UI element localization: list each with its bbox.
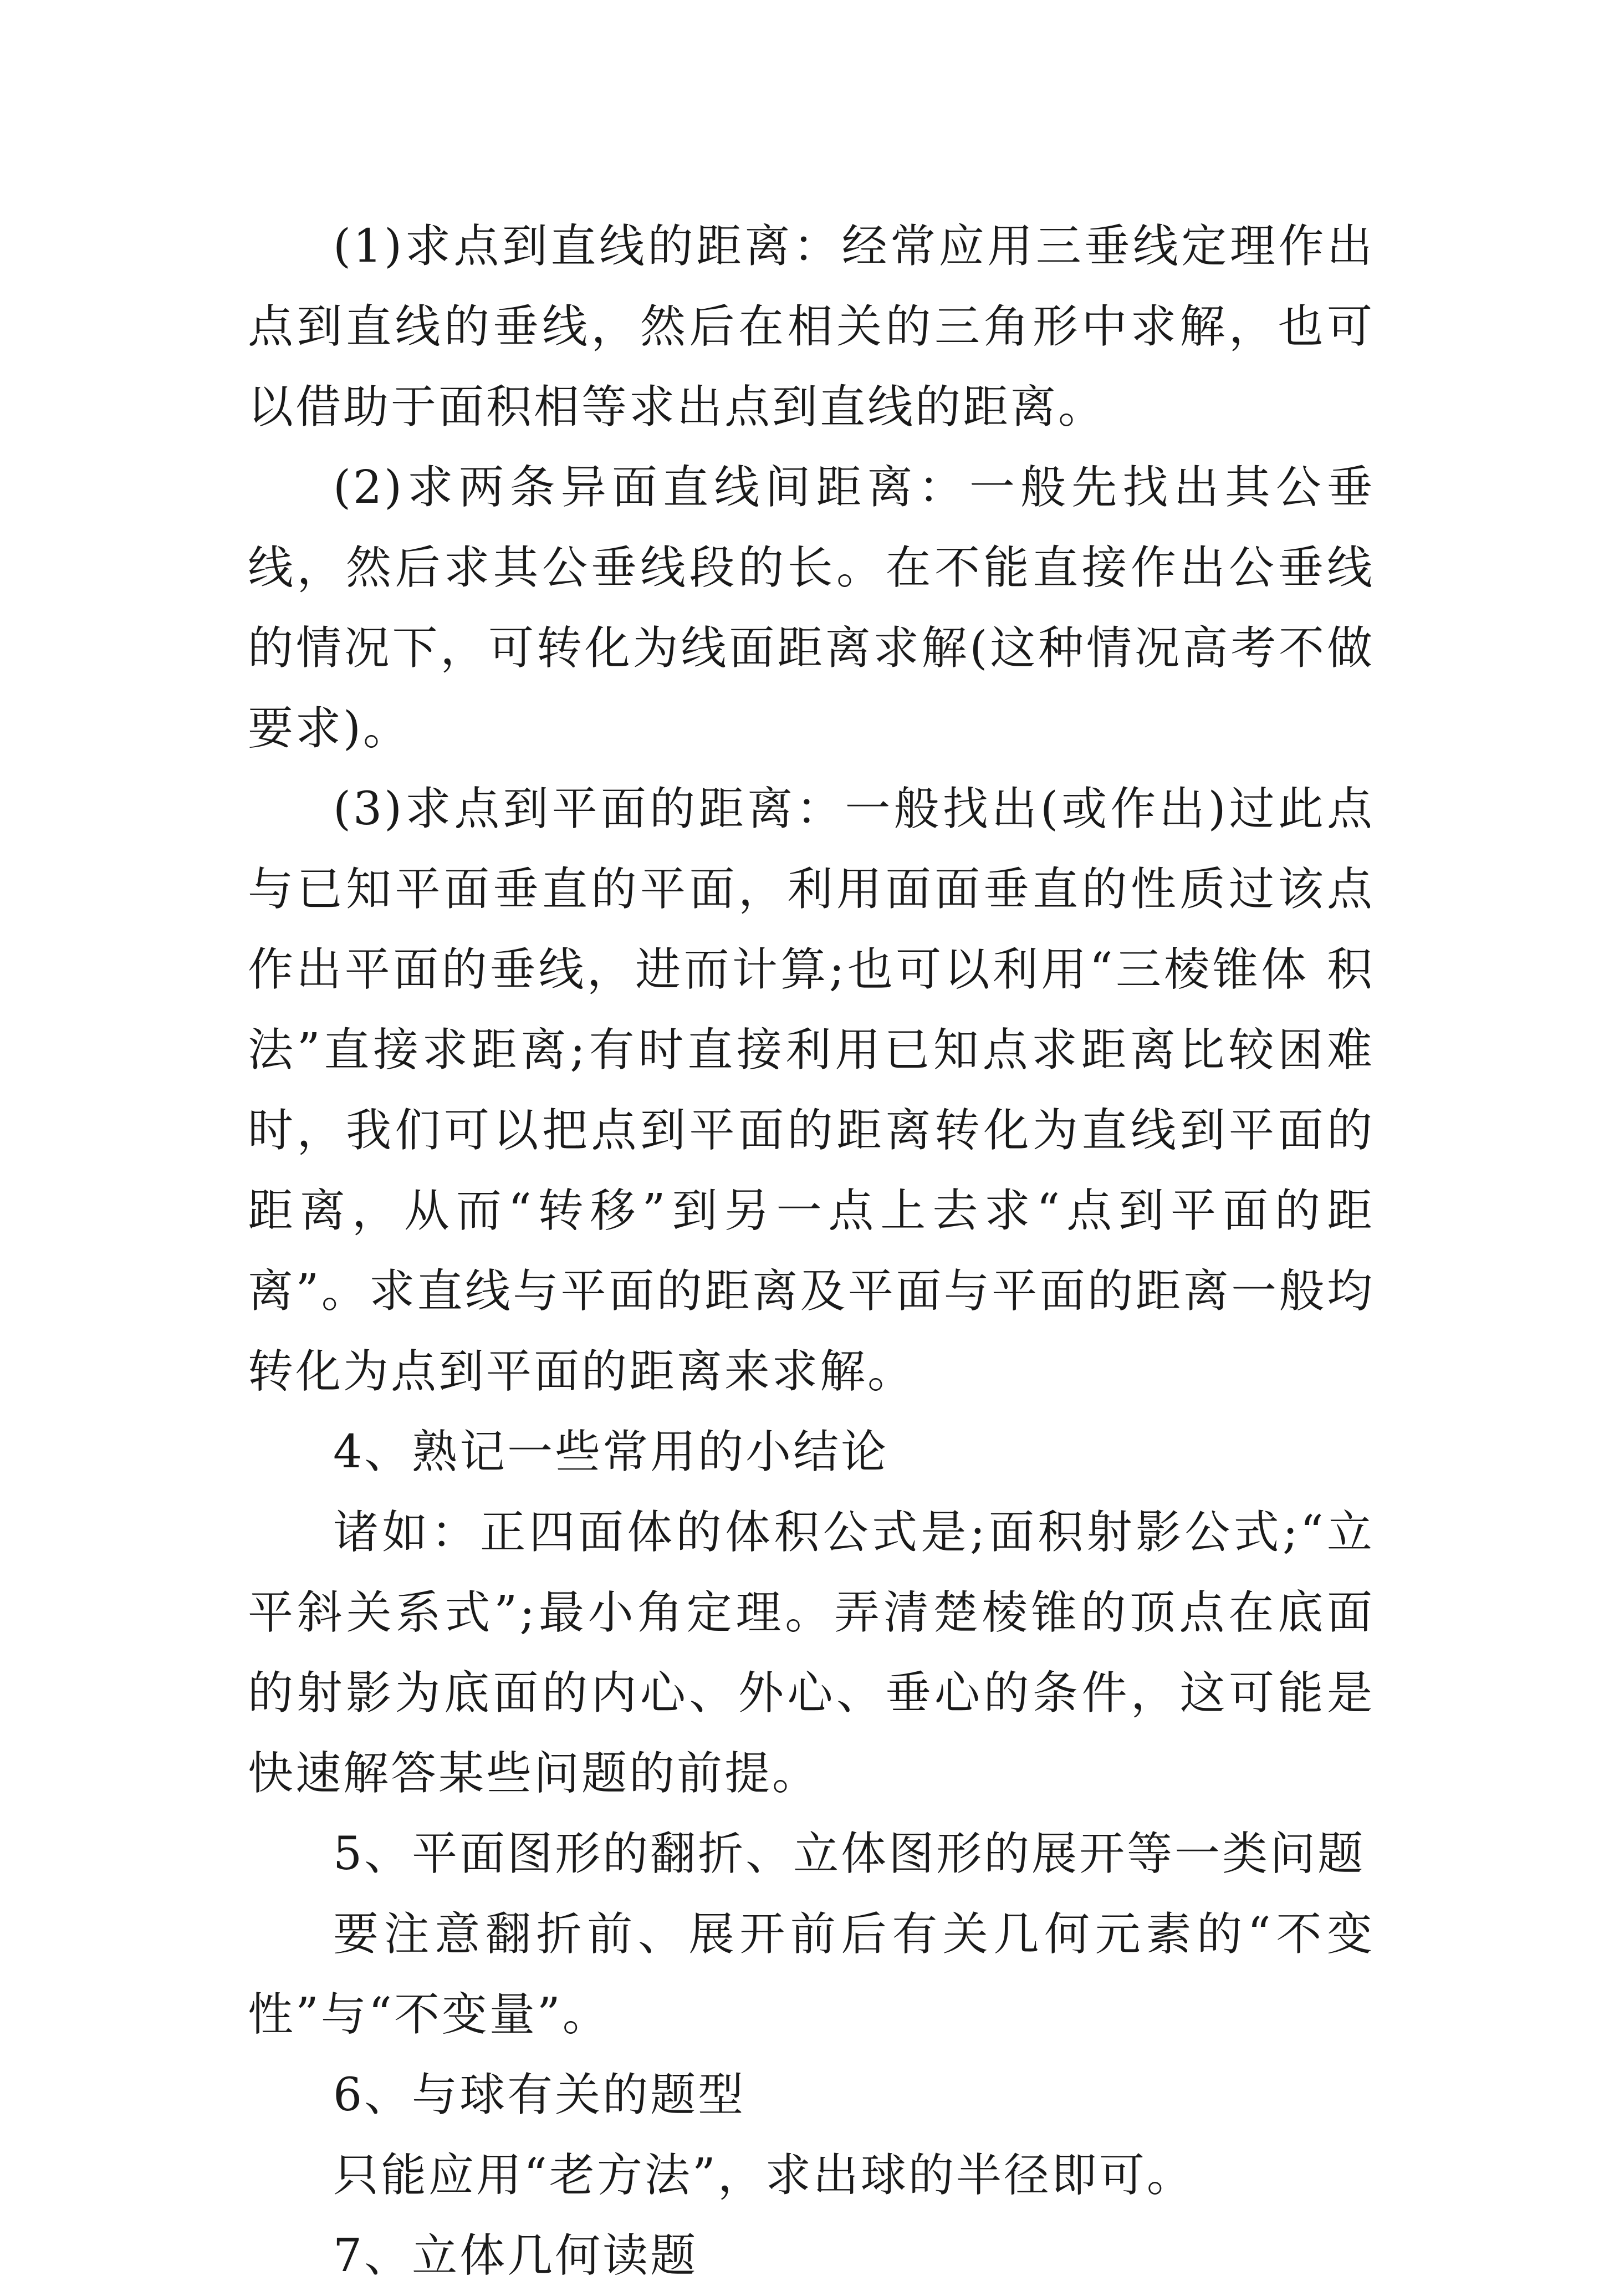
paragraph-folding-unfolding: 要注意翻折前、展开前后有关几何元素的“不变性”与“不变量”。 xyxy=(248,1908,1375,2041)
document-body xyxy=(248,206,1375,2296)
heading-sphere-problems: 6、与球有关的题型 xyxy=(333,2069,746,2121)
heading-common-conclusions: 4、熟记一些常用的小结论 xyxy=(333,1426,889,1478)
heading-solid-geometry-reading: 7、立体几何读题 xyxy=(333,2229,698,2282)
paragraph-point-to-line-distance: (1)求点到直线的距离：经常应用三垂线定理作出点到直线的垂线，然后在相关的三角形中求解，也可以借助于面积相等求出点到直线的距离。 xyxy=(248,220,1375,433)
heading-folding-unfolding: 5、平面图形的翻折、立体图形的展开等一类问题 xyxy=(333,1828,1366,1880)
paragraph-sphere-problems: 只能应用“老方法”，求出球的半径即可。 xyxy=(333,2149,1194,2202)
paragraph-point-to-plane-distance: (3)求点到平面的距离：一般找出(或作出)过此点与已知平面垂直的平面，利用面面垂直的性质过该点作出平面的垂线，进而计算;也可以利用“三棱锥体 积法”直接求距离;有时直接利用已知点求距离比较困难时，我们可以把点到平面的距离转化为直线到平面的距离，从而“转移”到另一点上去求“点到平面的距 离”。求直线与平面的距离及平面与平面的距离一般均转化为点到平面的距离来求解。 xyxy=(248,783,1375,1398)
paragraph-skew-lines-distance: (2)求两条异面直线间距离：一般先找出其公垂线，然后求其公垂线段的长。在不能直接作出公垂线的情况下，可转化为线面距离求解(这种情况高考不做要求)。 xyxy=(248,461,1375,755)
paragraph-common-conclusions: 诸如：正四面体的体积公式是;面积射影公式;“立平斜关系式”;最小角定理。弄清楚棱锥的顶点在底面的射影为底面的内心、外心、垂心的条件，这可能是快速解答某些问题的前提。 xyxy=(248,1506,1375,1800)
